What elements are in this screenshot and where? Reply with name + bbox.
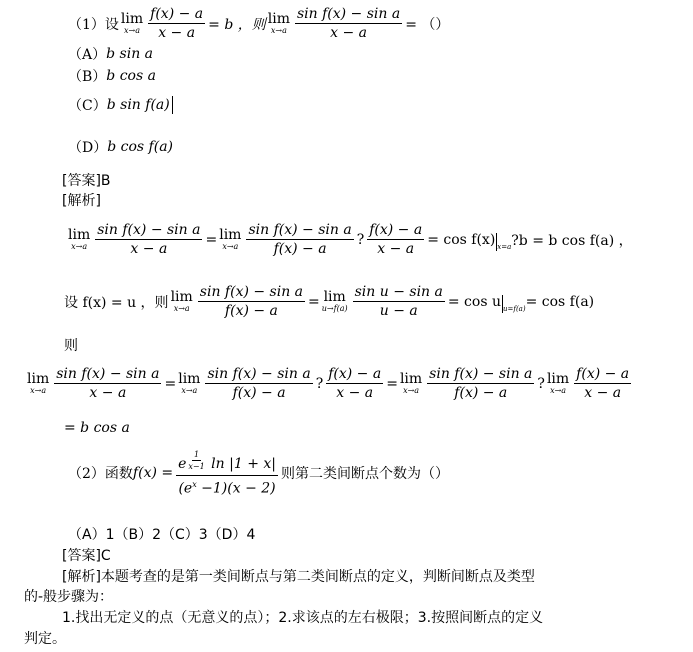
answer-blank: = （）: [405, 16, 450, 33]
question-2-options: （A）1（B）2（C）3（D）4: [68, 527, 256, 543]
fraction: $\frac{\text{sin f(x) − sin a}}{x - a}$: [97, 222, 201, 257]
equals: =: [205, 231, 218, 248]
equals: =: [386, 375, 398, 392]
fraction: e $^{\frac{1}{x-1}}$ ln |1 + x| $(e^x -1)(x - 2)$: [178, 450, 276, 497]
limit-operator: lim u→f(a): [321, 289, 348, 313]
dot: ?: [356, 231, 365, 248]
dot: ?: [537, 375, 545, 392]
option-a: （A） b sin a: [68, 46, 154, 63]
fraction: $\frac{\text{sin u − sin a}}{u - a}$: [354, 284, 443, 319]
fraction: $\frac{f(x) - a}{x - a}$: [328, 366, 382, 401]
derivation-line-1: [66, 222, 633, 257]
dot: ?: [315, 375, 324, 392]
result-text: = cos u: [447, 293, 501, 310]
analysis-label: [解析]: [62, 193, 101, 209]
fraction: $\frac{\text{sin f(x) − sin a}}{x - a}$: [56, 366, 160, 401]
answer-label: [答案]C: [62, 548, 111, 564]
equals: =: [164, 375, 177, 392]
question-number: （1）设: [68, 16, 119, 33]
evaluation-bar: u=f(a): [501, 291, 526, 313]
limit-operator: lim x→a: [170, 289, 193, 313]
result-tail: ?b = b cos f(a) ，: [511, 232, 633, 249]
fraction: $\frac{f(x) - a}{x - a}$: [369, 222, 423, 257]
question-text: 则第二类间断点个数为（）: [280, 466, 449, 483]
limit-operator: lim x→a: [120, 11, 144, 35]
limit-operator: lim x→a: [219, 227, 242, 251]
equals: =: [308, 293, 320, 310]
limit-operator: lim x→a: [546, 371, 570, 395]
fraction: $\frac{\text{sin f(x) − sin a}}{f(x) - a}$: [199, 284, 304, 319]
limit-operator: lim x→a: [68, 227, 91, 251]
fraction: $\frac{f(x) - a}{x - a}$: [150, 6, 204, 41]
limit-operator: lim x→a: [399, 371, 423, 395]
question-1: [68, 6, 449, 41]
fraction: $\frac{\text{sin f(x) − sin a}}{x - a}$: [296, 6, 401, 41]
fraction: $\frac{f(x) - a}{x - a}$: [576, 366, 630, 401]
steps-text: 1.找出无定义的点（无意义的点）；2.求该点的左右极限；3.按照间断点的定义: [62, 610, 544, 626]
limit-operator: lim x→a: [178, 371, 201, 395]
derivation-line-3: [25, 366, 634, 401]
answer-label: [答案]B: [62, 173, 111, 189]
fraction: $\frac{\text{sin f(x) − sin a}}{f(x) - a}$: [207, 366, 311, 401]
option-d: （D） b cos f(a): [68, 139, 174, 156]
result-text: = cos f(x): [427, 231, 496, 248]
result-tail: = cos f(a): [525, 293, 595, 310]
derivation-line-2: [64, 284, 594, 319]
question-number: （2）函数: [68, 466, 133, 483]
question-2: [68, 450, 449, 497]
final-result: = b cos a: [64, 420, 130, 436]
then-label: 则: [64, 338, 78, 354]
option-c: （C） b sin f(a): [68, 95, 173, 115]
steps-text-cont: 判定。: [24, 631, 66, 647]
analysis-text-cont: 的-般步骤为：: [24, 589, 114, 605]
substitution-text: 设 f(x) = u ，则: [64, 294, 169, 311]
function-label: f(x) =: [132, 465, 174, 482]
evaluation-bar: x=a: [495, 229, 511, 251]
option-b: （B） b cos a: [68, 68, 156, 85]
fraction: $\frac{\text{sin f(x) − sin a}}{f(x) - a}$: [248, 222, 352, 257]
limit-operator: lim x→a: [27, 371, 50, 395]
equation-text: = b ，则: [208, 16, 266, 33]
text-cursor: [172, 96, 173, 114]
limit-operator: lim x→a: [267, 11, 290, 35]
fraction: $\frac{\text{sin f(x) − sin a}}{f(x) - a}$: [429, 366, 533, 401]
analysis-text: [解析]本题考查的是第一类间断点与第二类间断点的定义，判断间断点及类型: [62, 569, 535, 585]
